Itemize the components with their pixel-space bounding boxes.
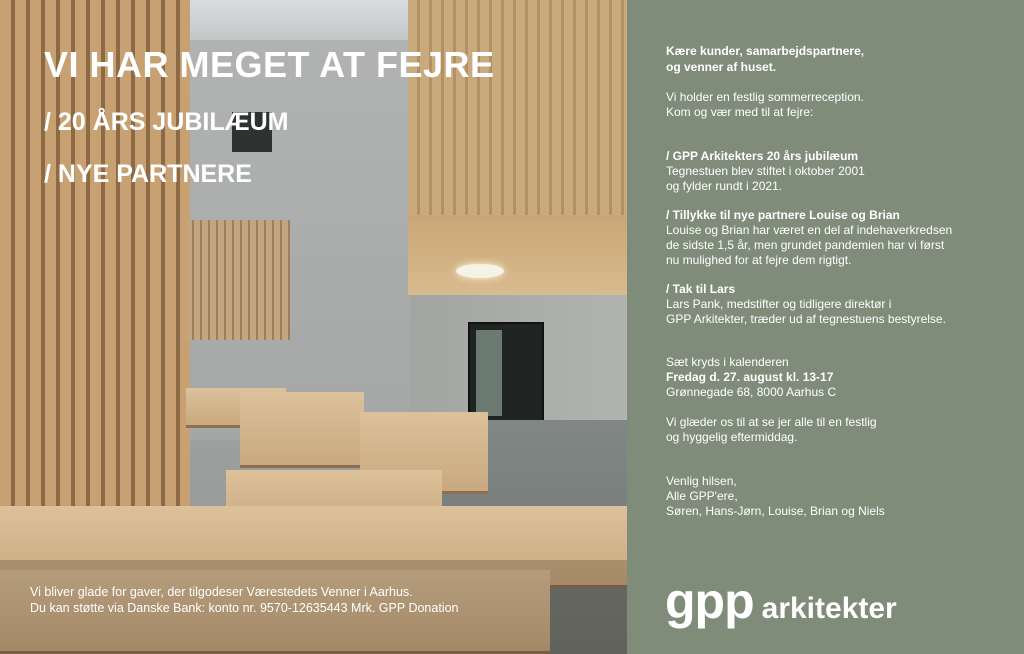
item-lars-text: GPP Arkitekter, træder ud af tegnestuens bestyrelse. <box>666 312 946 326</box>
intro-line: Vi holder en festlig sommerreception. <box>666 90 864 104</box>
item-jubilee-title: / GPP Arkitekters 20 års jubilæum <box>666 149 859 163</box>
item-jubilee-text: og fylder rundt i 2021. <box>666 179 783 193</box>
headline-title: VI HAR MEGET AT FEJRE <box>44 44 495 85</box>
item-partners-title: / Tillykke til nye partnere Louise og Brian <box>666 208 900 222</box>
item-partners-text: de sidste 1,5 år, men grundet pandemien har vi først <box>666 238 945 252</box>
headline-jubilee: / 20 ÅRS JUBILÆUM <box>44 108 289 136</box>
item-partners-text: nu mulighed for at fejre dem rigtigt. <box>666 253 852 267</box>
event-address: Grønnegade 68, 8000 Aarhus C <box>666 385 837 399</box>
gift-note-line: Vi bliver glade for gaver, der tilgodeser Værestedets Venner i Aarhus. <box>30 585 413 599</box>
item-partners-text: Louise og Brian har været en del af indehaverkredsen <box>666 223 953 237</box>
gift-note <box>30 584 590 616</box>
greeting-line: og venner af huset. <box>666 60 777 74</box>
event-date: Fredag d. 27. august kl. 13-17 <box>666 370 834 384</box>
bank-account-line: Du kan støtte via Danske Bank: konto nr. 9570-12635443 Mrk. GPP Donation <box>30 601 459 615</box>
logo-word: arkitekter <box>761 592 897 625</box>
calendar-intro: Sæt kryds i kalenderen <box>666 355 789 369</box>
outro-line: og hyggelig eftermiddag. <box>666 430 798 444</box>
logo-mark: gpp <box>665 573 754 629</box>
letter-panel <box>627 0 1024 654</box>
headline-partners: / NYE PARTNERE <box>44 160 252 188</box>
intro-line: Kom og vær med til at fejre: <box>666 105 814 119</box>
stair-step <box>240 392 364 468</box>
closing-line: Alle GPP'ere, <box>666 489 738 503</box>
doorway <box>468 322 544 422</box>
item-lars-title: / Tak til Lars <box>666 282 736 296</box>
item-jubilee-text: Tegnestuen blev stiftet i oktober 2001 <box>666 164 865 178</box>
closing-line: Venlig hilsen, <box>666 474 737 488</box>
ceiling-panel <box>408 215 627 295</box>
signatories: Søren, Hans-Jørn, Louise, Brian og Niels <box>666 504 885 518</box>
greeting-line: Kære kunder, samarbejdspartnere, <box>666 44 865 58</box>
outro-line: Vi glæder os til at se jer alle til en festlig <box>666 415 877 429</box>
gpp-arkitekter-logo <box>665 572 897 630</box>
ceiling-lamp <box>456 264 504 278</box>
item-lars-text: Lars Pank, medstifter og tidligere direktør i <box>666 297 892 311</box>
stair-railing <box>186 220 290 340</box>
